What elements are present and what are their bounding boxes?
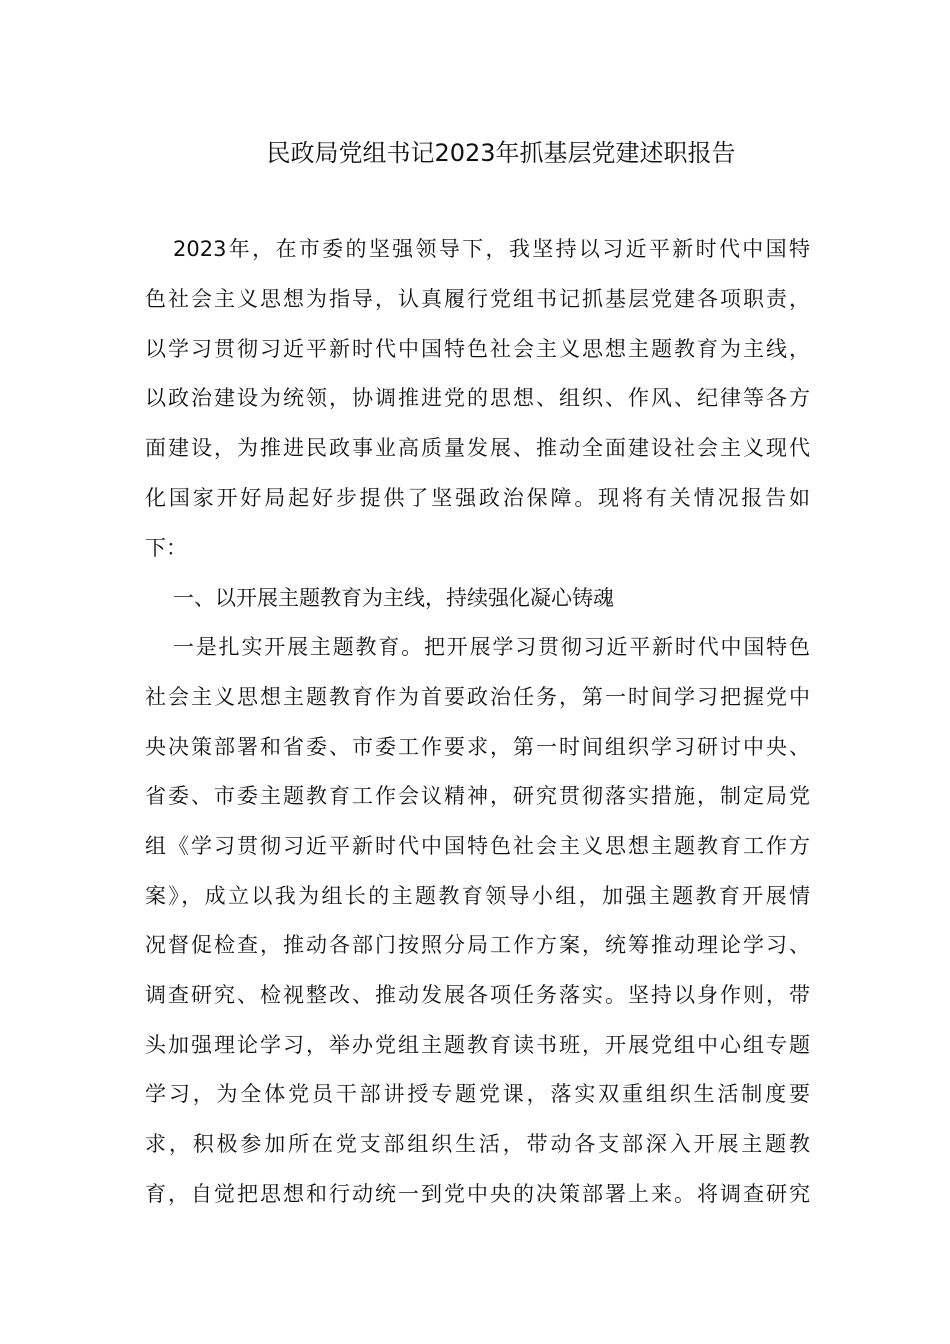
paragraph-line: 况督促检查，推动各部门按照分局工作方案，统筹推动理论学习、 (145, 933, 810, 957)
paragraph-line: 化国家开好局起好步提供了坚强政治保障。现将有关情况报告如 (145, 486, 810, 510)
paragraph-line: 以学习贯彻习近平新时代中国特色社会主义思想主题教育为主线， (145, 337, 810, 361)
paragraph-line: 色社会主义思想为指导，认真履行党组书记抓基层党建各项职责， (145, 287, 810, 311)
paragraph-line: 央决策部署和省委、市委工作要求，第一时间组织学习研讨中央、 (145, 735, 810, 759)
paragraph-line: 求，积极参加所在党支部组织生活，带动各支部深入开展主题教 (145, 1132, 810, 1156)
paragraph-line: 以政治建设为统领，协调推进党的思想、组织、作风、纪律等各方 (145, 386, 810, 410)
paragraph-line: 面建设，为推进民政事业高质量发展、推动全面建设社会主义现代 (145, 436, 810, 460)
paragraph-line: 组《学习贯彻习近平新时代中国特色社会主义思想主题教育工作方 (145, 834, 810, 858)
paragraph-line: 2023年，在市委的坚强领导下，我坚持以习近平新时代中国特 (173, 237, 810, 261)
paragraph-line: 案》，成立以我为组长的主题教育领导小组，加强主题教育开展情 (145, 884, 810, 908)
paragraph-line: 头加强理论学习，举办党组主题教育读书班，开展党组中心组专题 (145, 1033, 810, 1057)
paragraph-line: 学习，为全体党员干部讲授专题党课，落实双重组织生活制度要 (145, 1082, 810, 1106)
paragraph-line: 一是扎实开展主题教育。把开展学习贯彻习近平新时代中国特色 (173, 635, 810, 659)
section-heading: 一、以开展主题教育为主线，持续强化凝心铸魂 (173, 586, 614, 610)
paragraph-line: 社会主义思想主题教育作为首要政治任务，第一时间学习把握党中 (145, 685, 810, 709)
paragraph-line: 省委、市委主题教育工作会议精神，研究贯彻落实措施，制定局党 (145, 784, 810, 808)
paragraph-line: 下： (145, 536, 187, 560)
document-title: 民政局党组书记2023年抓基层党建述职报告 (266, 139, 736, 167)
paragraph-line: 调查研究、检视整改、推动发展各项任务落实。坚持以身作则，带 (145, 983, 810, 1007)
paragraph-line: 育，自觉把思想和行动统一到党中央的决策部署上来。将调查研究 (145, 1182, 810, 1206)
